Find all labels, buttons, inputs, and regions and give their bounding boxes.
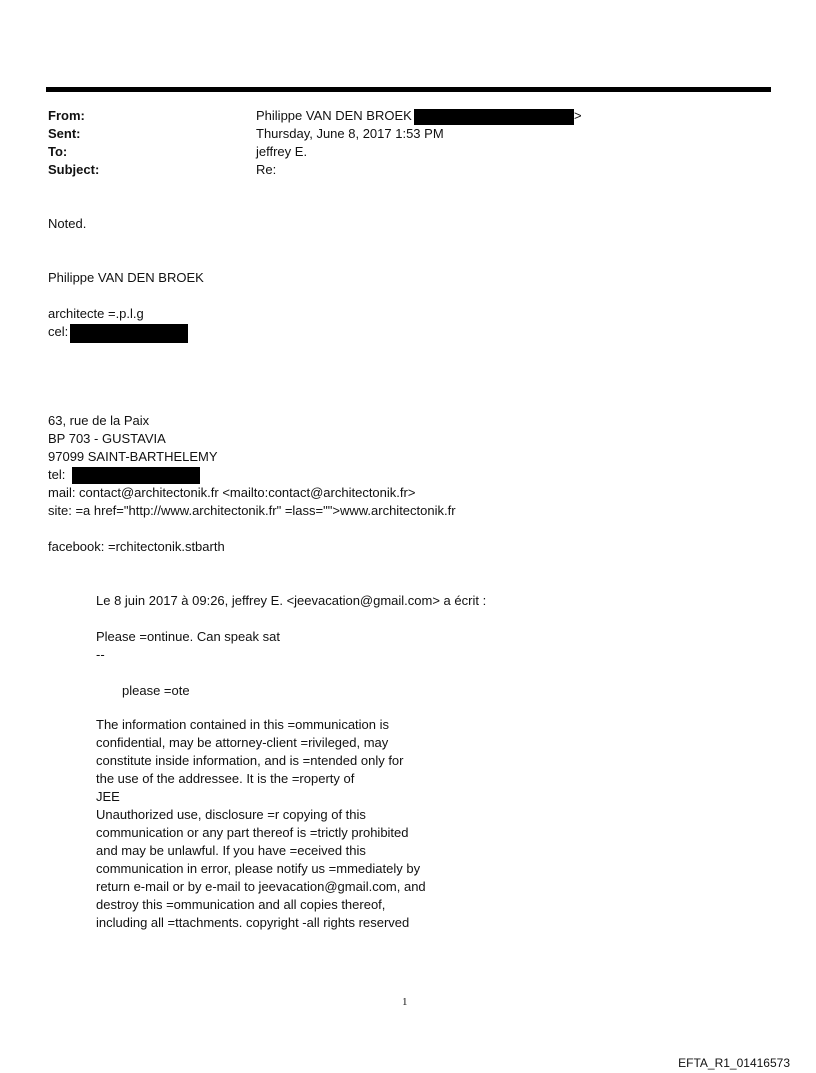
disclaimer-line: communication or any part thereof is =trictly prohibited [96, 825, 409, 840]
quoted-intro: Le 8 juin 2017 à 09:26, jeffrey E. <jeevacation@gmail.com> a écrit : [96, 593, 487, 608]
sent-label: Sent: [48, 126, 81, 141]
disclaimer-line: including all =ttachments. copyright -all rights reserved [96, 915, 410, 930]
to-value: jeffrey E. [256, 144, 308, 159]
signature-tel: tel: [48, 467, 66, 482]
disclaimer-line: return e-mail or by e-mail to jeevacation@gmail.com, and [96, 879, 426, 894]
signature-facebook: facebook: =rchitectonik.stbarth [48, 539, 225, 554]
header-rule [46, 87, 771, 92]
quoted-message: Please =ontinue. Can speak sat [96, 629, 280, 644]
quoted-note: please =ote [122, 683, 190, 698]
from-value: Philippe VAN DEN BROEK [256, 108, 412, 123]
disclaimer-line: Unauthorized use, disclosure =r copying of this [96, 807, 366, 822]
signature-site: site: =a href="http://www.architectonik.fr" =lass="">www.architectonik.fr [48, 503, 456, 518]
disclaimer-line: JEE [96, 789, 120, 804]
to-label: To: [48, 144, 68, 159]
disclaimer-line: The information contained in this =ommunication is [96, 717, 390, 732]
signature-name: Philippe VAN DEN BROEK [48, 270, 204, 285]
redaction-email [414, 109, 574, 125]
subject-label: Subject: [48, 162, 100, 177]
bates-number: EFTA_R1_01416573 [678, 1056, 790, 1070]
from-suffix: > [574, 108, 582, 123]
subject-value: Re: [256, 162, 277, 177]
disclaimer-line: confidential, may be attorney-client =rivileged, may [96, 735, 389, 750]
address-line-2: BP 703 - GUSTAVIA [48, 431, 166, 446]
sent-value: Thursday, June 8, 2017 1:53 PM [256, 126, 444, 141]
reply-text: Noted. [48, 216, 87, 231]
disclaimer-line: the use of the addressee. It is the =roperty of [96, 771, 355, 786]
signature-title: architecte =.p.l.g [48, 306, 144, 321]
disclaimer-line: communication in error, please notify us =mmediately by [96, 861, 421, 876]
disclaimer-line: destroy this =ommunication and all copies thereof, [96, 897, 386, 912]
page-number: 1 [402, 996, 408, 1008]
disclaimer-line: constitute inside information, and is =ntended only for [96, 753, 404, 768]
from-label: From: [48, 108, 85, 123]
signature-cel: cel: [48, 324, 69, 339]
disclaimer-line: and may be unlawful. If you have =eceived this [96, 843, 366, 858]
redaction-cel [70, 324, 188, 343]
redaction-tel [72, 467, 200, 484]
signature-mail: mail: contact@architectonik.fr <mailto:contact@architectonik.fr> [48, 485, 416, 500]
address-line-1: 63, rue de la Paix [48, 413, 150, 428]
address-line-3: 97099 SAINT-BARTHELEMY [48, 449, 218, 464]
quoted-dashes: -- [96, 647, 105, 662]
